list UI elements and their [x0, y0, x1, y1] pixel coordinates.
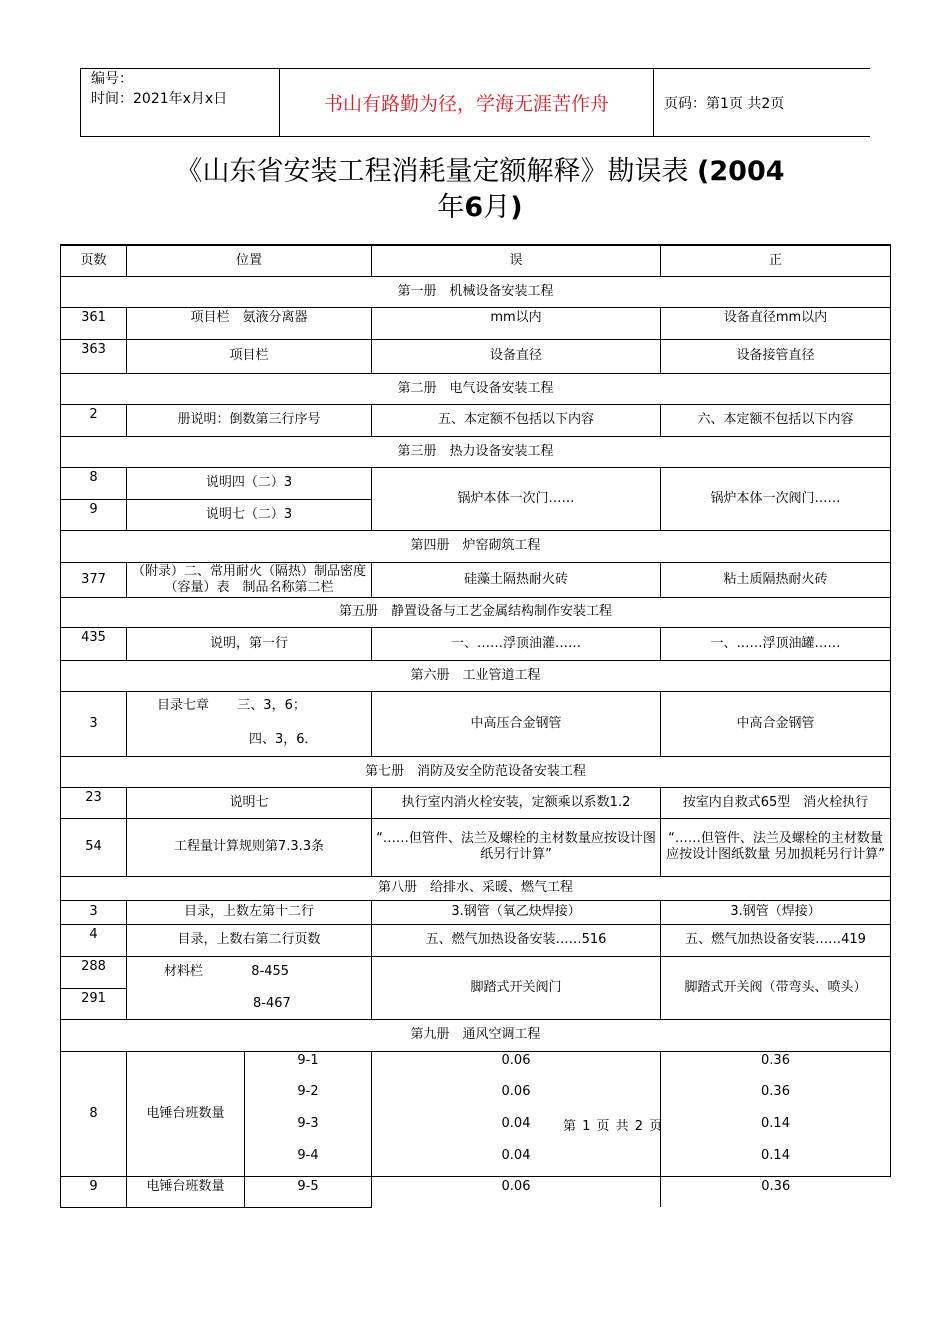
col-wrong-header: 误: [372, 245, 661, 276]
section-row: [61, 1019, 891, 1051]
row-wrong: 设备直径: [372, 339, 661, 373]
row-position: [127, 691, 372, 756]
row-wrong: 0.06: [372, 1176, 661, 1207]
header-motto: 书山有路勤为径，学海无涯苦作舟: [280, 69, 654, 136]
item-right: 0.14: [761, 1147, 790, 1163]
row-position: 工程量计算规则第7.3.3条: [127, 818, 372, 876]
table-row: [61, 900, 891, 924]
row-position: 项目栏: [127, 339, 372, 373]
row-page: 54: [61, 818, 127, 876]
table-row: [61, 562, 891, 597]
document-title: [120, 154, 840, 226]
row-wrong: 一、……浮顶油灌……: [372, 627, 661, 660]
header-page-label: 页码：第1页 共2页: [664, 95, 785, 112]
col-position-header: 位置: [127, 245, 372, 276]
row-page: 435: [61, 627, 127, 660]
row-wrong: 3.钢管（氧乙炔焊接）: [372, 900, 661, 924]
item-code: 9-2: [297, 1083, 319, 1099]
section-row: [61, 436, 891, 467]
item-right: 0.14: [761, 1115, 790, 1131]
time-label: 时间：2021年x月x日: [91, 91, 228, 107]
table-row: [61, 627, 891, 660]
row-right: 设备接管直径: [661, 339, 891, 373]
row-page: 3: [61, 691, 127, 756]
row-right: 五、燃气加热设备安装……419: [661, 924, 891, 956]
page-footer-note: 第 1 页 共 2 页: [563, 1119, 664, 1134]
position-line: [164, 957, 367, 989]
row-wrong: 锅炉本体一次门……: [372, 467, 661, 530]
position-items-3: 三、3，6；: [237, 697, 306, 713]
item-wrong: 0.04: [501, 1115, 531, 1131]
table-row: [61, 787, 891, 818]
row-position: 项目栏 氨液分离器: [127, 307, 372, 339]
section-title: 第一册 机械设备安装工程: [61, 276, 891, 307]
table-row: [61, 339, 891, 373]
title-line-1: 《山东省安装工程消耗量定额解释》勘误表 (2004: [175, 156, 785, 187]
table-row: [61, 467, 891, 499]
position-line: [157, 692, 367, 724]
table-header-row: [61, 245, 891, 276]
row-page: 291: [61, 988, 127, 1019]
row-page: 8: [61, 467, 127, 499]
section-row: [61, 876, 891, 900]
row-page: 361: [61, 307, 127, 339]
row-position: 说明四（二）3: [127, 467, 372, 499]
section-title: 第八册 给排水、采暖、燃气工程: [61, 876, 891, 900]
row-right: [661, 1051, 891, 1176]
errata-table: [60, 244, 891, 1208]
row-page: 9: [61, 1176, 127, 1207]
section-row: [61, 276, 891, 307]
item-wrong: 0.04: [501, 1147, 531, 1163]
section-row: [61, 756, 891, 787]
table-row: [61, 956, 891, 988]
row-right: 0.36: [661, 1176, 891, 1207]
position-code-467: 8-467: [253, 995, 291, 1011]
item-wrong: 0.06: [501, 1052, 531, 1068]
position-code-455: 8-455: [251, 963, 290, 979]
table-row: [61, 924, 891, 956]
section-row: [61, 373, 891, 404]
row-position: 电锤台班数量: [127, 1051, 245, 1176]
row-page: 23: [61, 787, 127, 818]
header-box: [80, 68, 870, 137]
section-title: 第二册 电气设备安装工程: [61, 373, 891, 404]
row-page: 9: [61, 499, 127, 530]
row-wrong: mm以内: [372, 307, 661, 339]
position-chapter: 目录七章: [157, 697, 210, 713]
row-page: 377: [61, 562, 127, 597]
row-right: “……但管件、法兰及螺栓的主材数量应按设计图纸数量 另加损耗另行计算”: [661, 818, 891, 876]
row-wrong: “……但管件、法兰及螺栓的主材数量应按设计图纸另行计算”: [372, 818, 661, 876]
row-wrong: 脚踏式开关阀门: [372, 956, 661, 1019]
row-position: [127, 956, 372, 1019]
row-right: 六、本定额不包括以下内容: [661, 404, 891, 436]
section-row: [61, 597, 891, 627]
row-codes: [245, 1051, 372, 1176]
section-title: 第四册 炉窑砌筑工程: [61, 530, 891, 562]
row-page: 288: [61, 956, 127, 988]
table-row: [61, 818, 891, 876]
position-material: 材料栏: [164, 963, 204, 979]
section-row: [61, 530, 891, 562]
table-row: [61, 307, 891, 339]
row-position: 说明，第一行: [127, 627, 372, 660]
section-title: 第五册 静置设备与工艺金属结构制作安装工程: [61, 597, 891, 627]
row-page: 3: [61, 900, 127, 924]
item-code: 9-1: [297, 1052, 319, 1068]
row-right: 一、……浮顶油罐……: [661, 627, 891, 660]
item-wrong: 0.06: [501, 1083, 531, 1099]
row-right: 粘土质隔热耐火砖: [661, 562, 891, 597]
row-position: 说明七: [127, 787, 372, 818]
header-meta: [80, 69, 280, 136]
row-wrong: 五、燃气加热设备安装……516: [372, 924, 661, 956]
row-wrong: 硅藻土隔热耐火砖: [372, 562, 661, 597]
section-title: 第七册 消防及安全防范设备安装工程: [61, 756, 891, 787]
row-right: 设备直径mm以内: [661, 307, 891, 339]
row-position: 目录，上数左第十二行: [127, 900, 372, 924]
table-row: [61, 1051, 891, 1176]
row-position: 册说明：倒数第三行序号: [127, 404, 372, 436]
row-wrong: 执行室内消火栓安装，定额乘以系数1.2: [372, 787, 661, 818]
number-label: 编号：: [91, 71, 133, 87]
table-row: [61, 691, 891, 756]
row-position: 说明七（二）3: [127, 499, 372, 530]
row-right: 3.钢管（焊接）: [661, 900, 891, 924]
item-right: 0.36: [761, 1083, 790, 1099]
row-position: 电锤台班数量: [127, 1176, 245, 1207]
row-right: 锅炉本体一次阀门……: [661, 467, 891, 530]
col-page-header: 页数: [61, 245, 127, 276]
item-right: 0.36: [761, 1052, 790, 1068]
row-wrong: 中高压合金钢管: [372, 691, 661, 756]
col-right-header: 正: [661, 245, 891, 276]
row-right: 脚踏式开关阀（带弯头、喷头）: [661, 956, 891, 1019]
row-right: 按室内自救式65型 消火栓执行: [661, 787, 891, 818]
item-code: 9-4: [297, 1147, 319, 1163]
section-row: [61, 660, 891, 691]
row-position: （附录）二、常用耐火（隔热）制品密度（容量）表 制品名称第二栏: [127, 562, 372, 597]
row-right: 中高合金钢管: [661, 691, 891, 756]
section-title: 第九册 通风空调工程: [61, 1019, 891, 1051]
row-wrong: [372, 1051, 664, 1176]
position-items-4: 四、3，6．: [249, 731, 318, 747]
item-code: 9-3: [297, 1115, 319, 1131]
row-wrong: 五、本定额不包括以下内容: [372, 404, 661, 436]
title-line-2: 年6月): [437, 192, 523, 223]
section-title: 第六册 工业管道工程: [61, 660, 891, 691]
section-title: 第三册 热力设备安装工程: [61, 436, 891, 467]
table-row: [61, 1176, 891, 1207]
row-page: 4: [61, 924, 127, 956]
table-row: [61, 404, 891, 436]
row-position: 目录，上数右第二行页数: [127, 924, 372, 956]
row-page: 2: [61, 404, 127, 436]
row-page: 8: [61, 1051, 127, 1176]
item-code: 9-5: [245, 1176, 372, 1207]
row-page: 363: [61, 339, 127, 373]
